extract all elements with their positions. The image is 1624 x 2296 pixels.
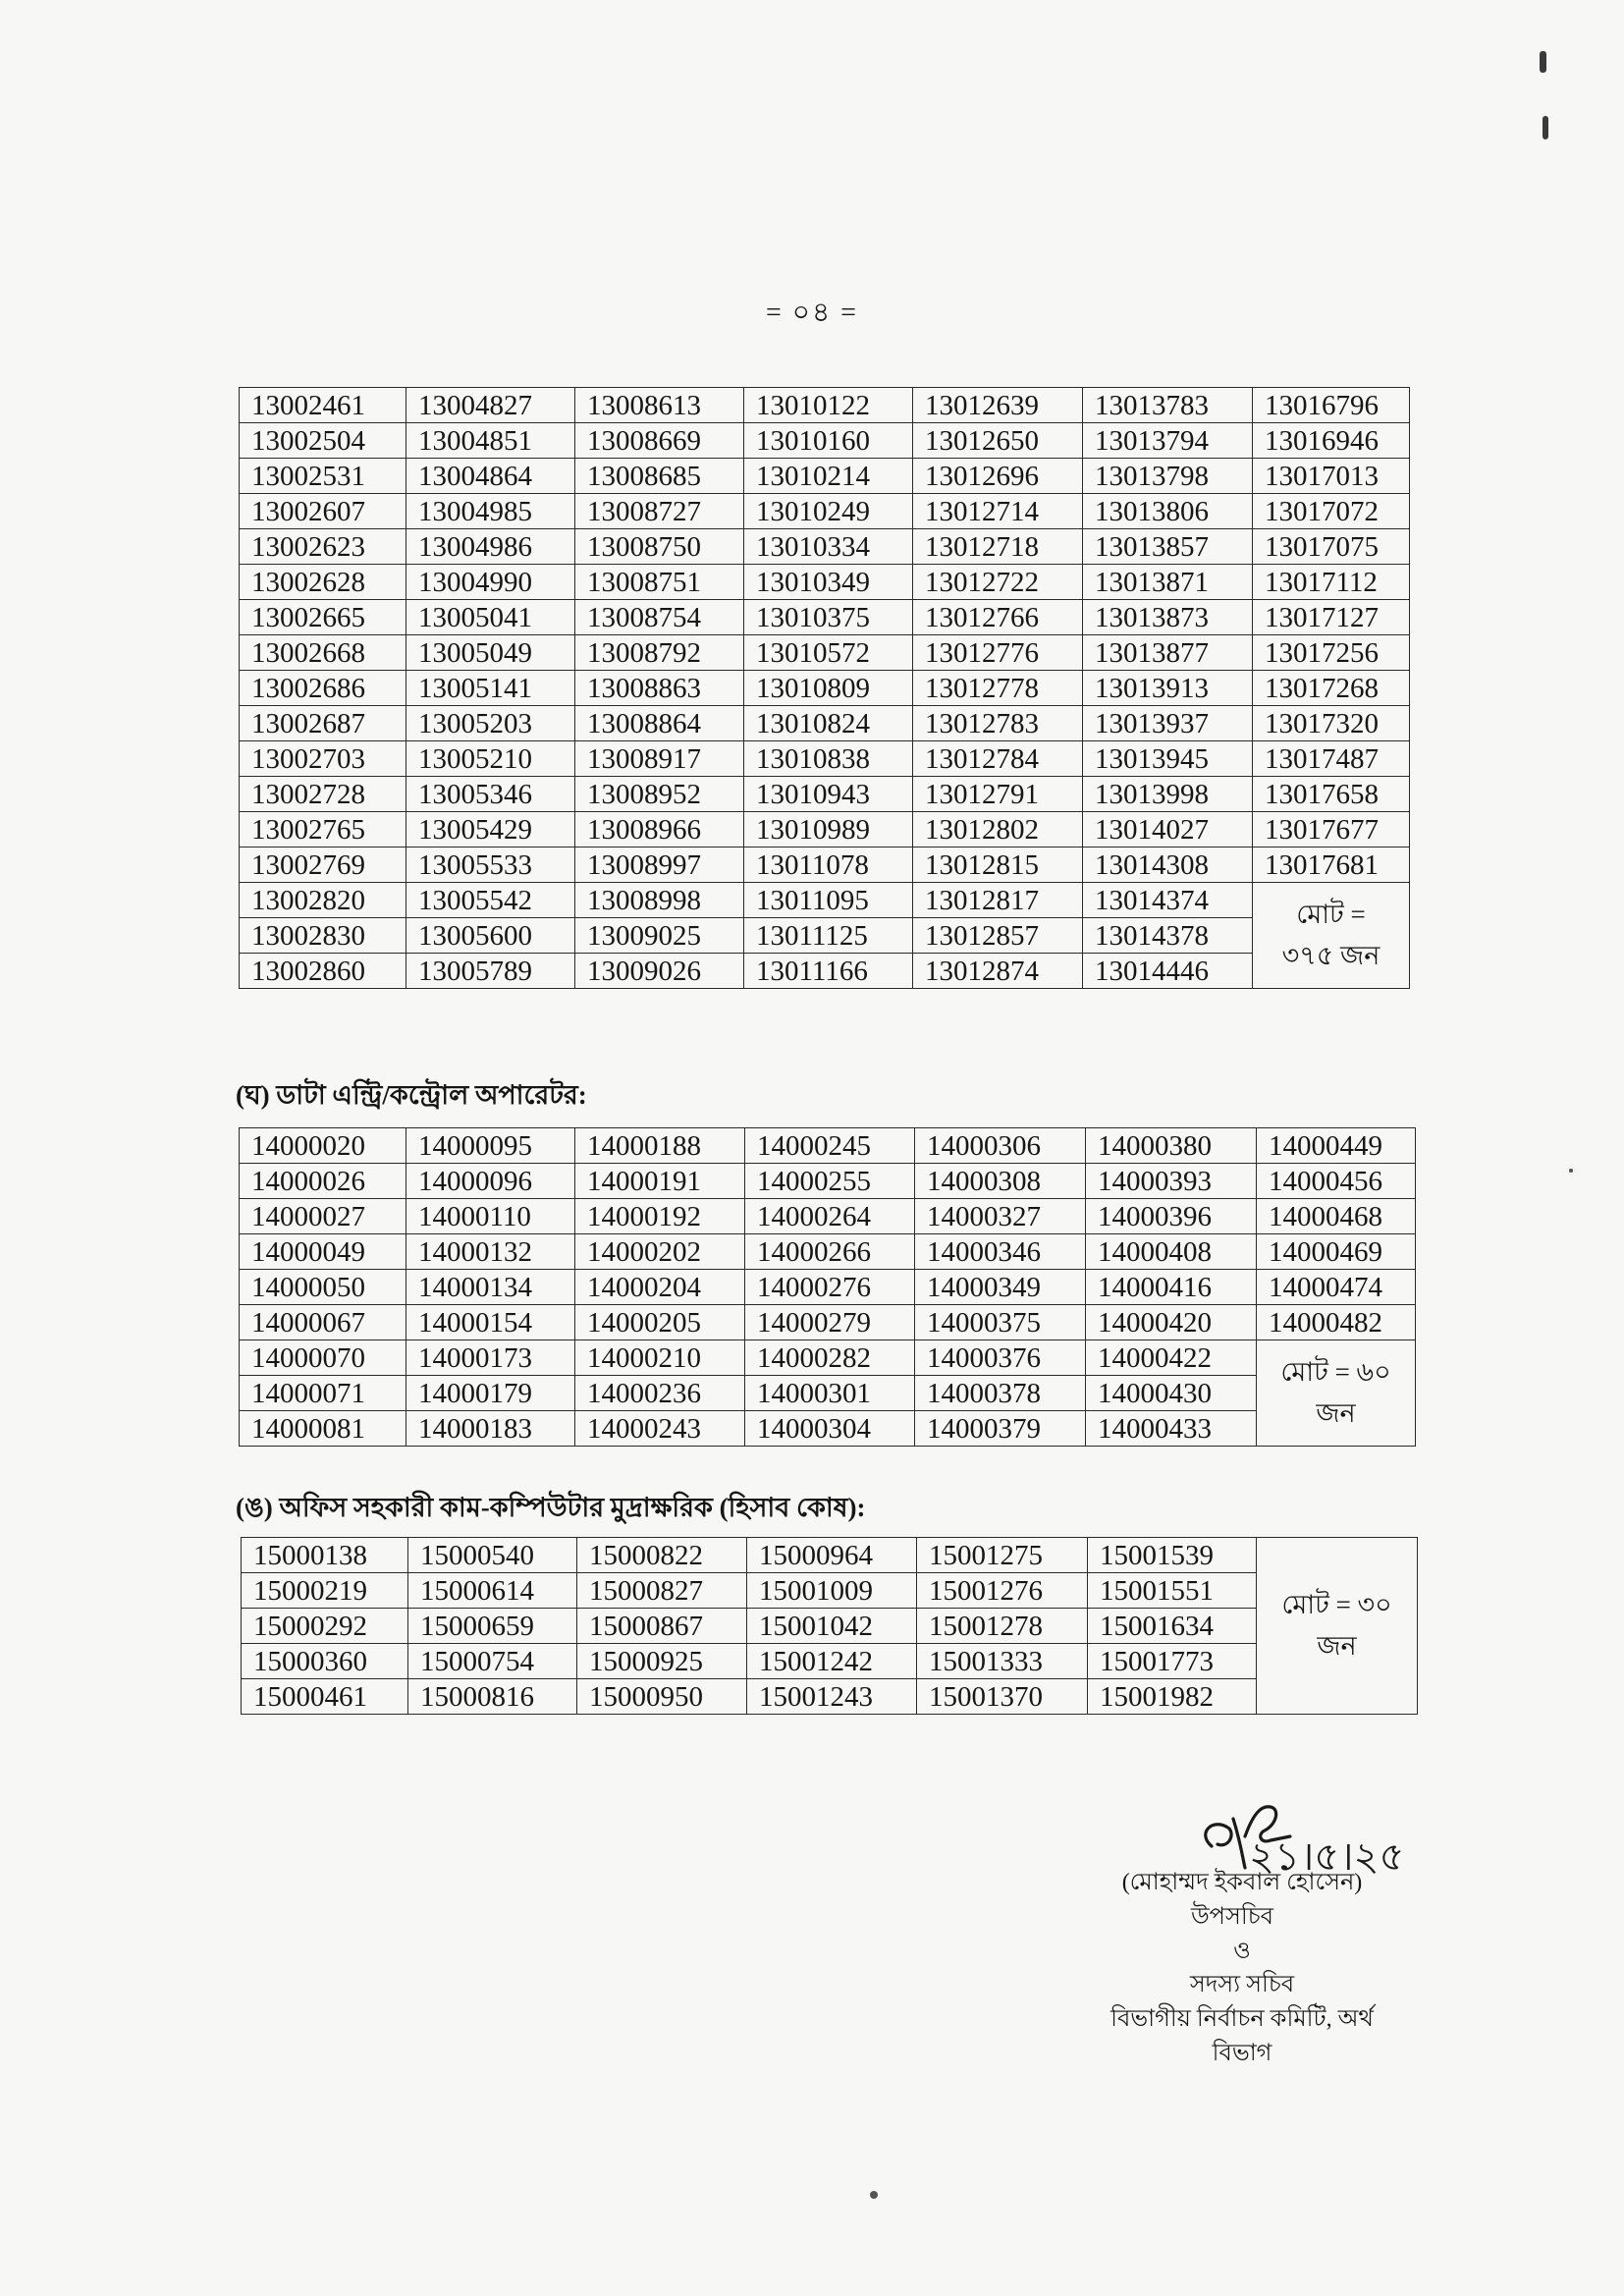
roll-number-cell: 14000236 (575, 1376, 745, 1411)
roll-number-cell: 13010214 (744, 459, 913, 494)
roll-number-cell: 13002687 (240, 706, 406, 741)
roll-number-cell: 13017075 (1253, 529, 1410, 565)
table-row (240, 388, 1410, 423)
page-number: = ০৪ = (766, 298, 858, 328)
roll-number-cell: 13004827 (406, 388, 575, 423)
roll-number-cell: 14000202 (575, 1234, 745, 1270)
table-row (242, 1609, 1418, 1644)
roll-number-cell: 13002623 (240, 529, 406, 565)
roll-number-cell: 13010349 (744, 565, 913, 600)
roll-number-cell: 15000614 (408, 1573, 577, 1609)
roll-number-cell: 13013794 (1083, 423, 1253, 459)
table-row (240, 883, 1410, 918)
roll-number-cell: 15000822 (577, 1538, 747, 1573)
roll-number-cell: 13013913 (1083, 671, 1253, 706)
roll-number-cell: 13008750 (575, 529, 744, 565)
roll-number-cell: 13008863 (575, 671, 744, 706)
table-row (240, 1376, 1416, 1411)
table-row (240, 812, 1410, 847)
roll-number-cell: 13012718 (913, 529, 1083, 565)
roll-number-cell: 14000304 (745, 1411, 915, 1447)
roll-number-cell: 13002607 (240, 494, 406, 529)
roll-number-cell: 14000204 (575, 1270, 745, 1305)
roll-number-cell: 13002665 (240, 600, 406, 635)
roll-number-cell: 13008952 (575, 777, 744, 812)
table-row (240, 459, 1410, 494)
roll-number-cell: 15000292 (242, 1609, 408, 1644)
roll-number-cell: 13002820 (240, 883, 406, 918)
roll-number-cell: 13005600 (406, 918, 575, 954)
roll-number-cell: 13012857 (913, 918, 1083, 954)
roll-number-cell: 14000456 (1257, 1164, 1416, 1199)
roll-number-cell: 13008998 (575, 883, 744, 918)
roll-number-cell: 13005049 (406, 635, 575, 671)
roll-number-cell: 13013937 (1083, 706, 1253, 741)
roll-number-cell: 13002461 (240, 388, 406, 423)
roll-number-cell: 13017013 (1253, 459, 1410, 494)
roll-number-cell: 14000327 (915, 1199, 1086, 1234)
table-row (240, 529, 1410, 565)
roll-number-cell: 14000349 (915, 1270, 1086, 1305)
roll-number-cell: 14000393 (1086, 1164, 1257, 1199)
roll-number-cell: 13014378 (1083, 918, 1253, 954)
roll-number-cell: 14000183 (406, 1411, 575, 1447)
roll-number-cell: 13008685 (575, 459, 744, 494)
roll-number-cell: 15000461 (242, 1679, 408, 1715)
roll-number-cell: 15001276 (917, 1573, 1088, 1609)
roll-number-cell: 13002628 (240, 565, 406, 600)
scan-speck (1569, 1169, 1573, 1173)
roll-number-cell: 13010249 (744, 494, 913, 529)
roll-number-cell: 13017256 (1253, 635, 1410, 671)
roll-number-cell: 14000308 (915, 1164, 1086, 1199)
roll-number-cell: 13012714 (913, 494, 1083, 529)
roll-number-cell: 14000026 (240, 1164, 406, 1199)
roll-number-cell: 13010838 (744, 741, 913, 777)
roll-number-cell: 13011166 (744, 954, 913, 989)
roll-number-cell: 13017487 (1253, 741, 1410, 777)
roll-number-cell: 13002765 (240, 812, 406, 847)
scan-speck (870, 2191, 878, 2199)
roll-number-cell: 15000219 (242, 1573, 408, 1609)
roll-number-cell: 13012776 (913, 635, 1083, 671)
roll-number-cell: 13013873 (1083, 600, 1253, 635)
roll-number-cell: 13005203 (406, 706, 575, 741)
roll-number-cell: 13005210 (406, 741, 575, 777)
table-row (240, 954, 1410, 989)
roll-number-cell: 14000154 (406, 1305, 575, 1340)
roll-number-cell: 15001333 (917, 1644, 1088, 1679)
table-row (240, 600, 1410, 635)
roll-number-cell: 13008864 (575, 706, 744, 741)
signatory-name: (মোহাম্মদ ইকবাল হোসেন) (1121, 1870, 1363, 1895)
roll-number-cell: 13002703 (240, 741, 406, 777)
roll-number-cell: 13002769 (240, 847, 406, 883)
roll-number-cell: 13010122 (744, 388, 913, 423)
roll-number-cell: 15001243 (747, 1679, 917, 1715)
scan-speck (1540, 51, 1546, 73)
roll-number-cell: 14000408 (1086, 1234, 1257, 1270)
table-row (240, 494, 1410, 529)
roll-number-cell: 13011095 (744, 883, 913, 918)
total-label: মোট = ৩০ (1281, 1589, 1392, 1619)
roll-number-cell: 14000420 (1086, 1305, 1257, 1340)
roll-number-cell: 13002728 (240, 777, 406, 812)
total-count: জন (1317, 1630, 1357, 1661)
roll-number-cell: 14000282 (745, 1340, 915, 1376)
roll-number-cell: 15001773 (1088, 1644, 1257, 1679)
roll-number-cell: 14000132 (406, 1234, 575, 1270)
roll-number-cell: 13004986 (406, 529, 575, 565)
roll-number-cell: 13010989 (744, 812, 913, 847)
roll-number-cell: 13002686 (240, 671, 406, 706)
table-row (240, 847, 1410, 883)
roll-number-cell: 15000867 (577, 1609, 747, 1644)
roll-number-cell: 13005542 (406, 883, 575, 918)
roll-number-cell: 13005533 (406, 847, 575, 883)
roll-number-cell: 13011078 (744, 847, 913, 883)
roll-number-cell: 13017658 (1253, 777, 1410, 812)
total-count-cell (1257, 1340, 1416, 1447)
table-row (240, 423, 1410, 459)
roll-number-cell: 14000430 (1086, 1376, 1257, 1411)
roll-number-cell: 14000255 (745, 1164, 915, 1199)
table-row (240, 741, 1410, 777)
roll-number-cell: 13017127 (1253, 600, 1410, 635)
roll-number-cell: 13012722 (913, 565, 1083, 600)
table-row (242, 1679, 1418, 1715)
roll-number-cell: 13009026 (575, 954, 744, 989)
roll-table-data-entry (239, 1127, 1416, 1447)
roll-number-cell: 15001539 (1088, 1538, 1257, 1573)
roll-number-cell: 15001042 (747, 1609, 917, 1644)
roll-number-cell: 15001009 (747, 1573, 917, 1609)
roll-number-cell: 13012815 (913, 847, 1083, 883)
roll-number-cell: 14000422 (1086, 1340, 1257, 1376)
roll-number-cell: 15000754 (408, 1644, 577, 1679)
table-row (240, 1199, 1416, 1234)
roll-number-cell: 13010334 (744, 529, 913, 565)
table-row (240, 1411, 1416, 1447)
table-row (242, 1573, 1418, 1609)
roll-number-cell: 14000070 (240, 1340, 406, 1376)
roll-number-cell: 13013806 (1083, 494, 1253, 529)
roll-number-cell: 14000376 (915, 1340, 1086, 1376)
roll-number-cell: 14000276 (745, 1270, 915, 1305)
roll-number-cell: 13011125 (744, 918, 913, 954)
section-heading-data-entry: (ঘ) ডাটা এন্ট্রি/কন্ট্রোল অপারেটর: (236, 1080, 587, 1110)
roll-number-cell: 13012778 (913, 671, 1083, 706)
roll-number-cell: 13008669 (575, 423, 744, 459)
roll-number-cell: 13005789 (406, 954, 575, 989)
total-count: জন (1316, 1397, 1356, 1428)
roll-number-cell: 15001551 (1088, 1573, 1257, 1609)
roll-number-cell: 13012696 (913, 459, 1083, 494)
roll-number-cell: 14000433 (1086, 1411, 1257, 1447)
roll-number-cell: 15000816 (408, 1679, 577, 1715)
roll-number-cell: 13016796 (1253, 388, 1410, 423)
roll-number-cell: 13012817 (913, 883, 1083, 918)
table-row (242, 1644, 1418, 1679)
roll-number-cell: 13013857 (1083, 529, 1253, 565)
table-row (240, 1270, 1416, 1305)
roll-number-cell: 14000378 (915, 1376, 1086, 1411)
roll-number-cell: 14000191 (575, 1164, 745, 1199)
roll-number-cell: 13002860 (240, 954, 406, 989)
total-label: মোট = ৬০ (1280, 1356, 1391, 1387)
table-row (240, 565, 1410, 600)
roll-number-cell: 13002531 (240, 459, 406, 494)
roll-number-cell: 14000469 (1257, 1234, 1416, 1270)
roll-number-cell: 13012650 (913, 423, 1083, 459)
roll-number-cell: 13012766 (913, 600, 1083, 635)
roll-number-cell: 13004864 (406, 459, 575, 494)
roll-number-cell: 14000379 (915, 1411, 1086, 1447)
roll-number-cell: 14000134 (406, 1270, 575, 1305)
roll-number-cell: 15001278 (917, 1609, 1088, 1644)
roll-number-cell: 13005429 (406, 812, 575, 847)
roll-number-cell: 13010160 (744, 423, 913, 459)
roll-number-cell: 13010943 (744, 777, 913, 812)
roll-number-cell: 13012639 (913, 388, 1083, 423)
roll-number-cell: 13017320 (1253, 706, 1410, 741)
roll-table-office-assistant (241, 1537, 1418, 1715)
roll-number-cell: 15000138 (242, 1538, 408, 1573)
roll-number-cell: 14000474 (1257, 1270, 1416, 1305)
roll-number-cell: 13013871 (1083, 565, 1253, 600)
roll-number-cell: 14000245 (745, 1128, 915, 1164)
roll-number-cell: 14000188 (575, 1128, 745, 1164)
table-row (240, 1164, 1416, 1199)
roll-number-cell: 14000096 (406, 1164, 575, 1199)
roll-number-cell: 14000264 (745, 1199, 915, 1234)
roll-number-cell: 13010809 (744, 671, 913, 706)
roll-number-cell: 13012874 (913, 954, 1083, 989)
roll-number-cell: 15000827 (577, 1573, 747, 1609)
scan-speck (1543, 116, 1548, 139)
roll-number-cell: 13017268 (1253, 671, 1410, 706)
roll-number-cell: 14000279 (745, 1305, 915, 1340)
roll-number-cell: 15001370 (917, 1679, 1088, 1715)
table-row (240, 1305, 1416, 1340)
roll-number-cell: 13012802 (913, 812, 1083, 847)
roll-number-cell: 14000243 (575, 1411, 745, 1447)
signature-date: ২১।৫।২৫ (1249, 1834, 1405, 1880)
roll-number-cell: 13008613 (575, 388, 744, 423)
roll-number-cell: 14000179 (406, 1376, 575, 1411)
roll-number-cell: 13008966 (575, 812, 744, 847)
roll-number-cell: 15000540 (408, 1538, 577, 1573)
roll-number-cell: 15000950 (577, 1679, 747, 1715)
roll-number-cell: 14000416 (1086, 1270, 1257, 1305)
roll-number-cell: 13004985 (406, 494, 575, 529)
roll-number-cell: 13014446 (1083, 954, 1253, 989)
signatory-committee: বিভাগীয় নির্বাচন কমিটি, অর্থ (1110, 2006, 1374, 2033)
roll-number-cell: 14000110 (406, 1199, 575, 1234)
total-count-cell (1253, 883, 1410, 989)
roll-number-cell: 14000266 (745, 1234, 915, 1270)
table-row (240, 918, 1410, 954)
roll-number-cell: 13004851 (406, 423, 575, 459)
roll-number-cell: 13008997 (575, 847, 744, 883)
total-label: মোট = (1296, 899, 1366, 929)
roll-number-cell: 13008751 (575, 565, 744, 600)
table-row (240, 635, 1410, 671)
roll-number-cell: 13017681 (1253, 847, 1410, 883)
roll-number-cell: 14000049 (240, 1234, 406, 1270)
roll-number-cell: 13005346 (406, 777, 575, 812)
roll-number-cell: 13012784 (913, 741, 1083, 777)
table-row (240, 1234, 1416, 1270)
roll-number-cell: 13012783 (913, 706, 1083, 741)
roll-number-cell: 15000659 (408, 1609, 577, 1644)
table-row (240, 1128, 1416, 1164)
roll-number-cell: 14000050 (240, 1270, 406, 1305)
signatory-conjunction: ও (1233, 1938, 1251, 1964)
roll-number-cell: 13005041 (406, 600, 575, 635)
roll-number-cell: 14000020 (240, 1128, 406, 1164)
roll-number-cell: 14000095 (406, 1128, 575, 1164)
signatory-designation: উপসচিব (1190, 1903, 1274, 1930)
table-row (242, 1538, 1418, 1573)
roll-number-cell: 13017677 (1253, 812, 1410, 847)
roll-number-cell: 13008754 (575, 600, 744, 635)
roll-number-cell: 13014374 (1083, 883, 1253, 918)
roll-number-cell: 13017112 (1253, 565, 1410, 600)
roll-number-cell: 13016946 (1253, 423, 1410, 459)
roll-number-cell: 15000925 (577, 1644, 747, 1679)
roll-number-cell: 14000449 (1257, 1128, 1416, 1164)
roll-number-cell: 14000205 (575, 1305, 745, 1340)
section-heading-office-assistant: (ঙ) অফিস সহকারী কাম-কম্পিউটার মুদ্রাক্ষরিক (হিসাব কোষ): (236, 1493, 866, 1522)
table-row (240, 706, 1410, 741)
roll-number-cell: 13014308 (1083, 847, 1253, 883)
roll-number-cell: 13010824 (744, 706, 913, 741)
roll-number-cell: 13008792 (575, 635, 744, 671)
roll-number-cell: 14000071 (240, 1376, 406, 1411)
signatory-role: সদস্য সচিব (1189, 1972, 1295, 1998)
roll-number-cell: 14000067 (240, 1305, 406, 1340)
roll-number-cell: 14000482 (1257, 1305, 1416, 1340)
roll-number-cell: 13004990 (406, 565, 575, 600)
roll-number-cell: 14000375 (915, 1305, 1086, 1340)
roll-number-cell: 13009025 (575, 918, 744, 954)
roll-number-cell: 14000380 (1086, 1128, 1257, 1164)
roll-number-cell: 13012791 (913, 777, 1083, 812)
roll-number-cell: 13002668 (240, 635, 406, 671)
roll-number-cell: 14000081 (240, 1411, 406, 1447)
roll-number-cell: 13013783 (1083, 388, 1253, 423)
roll-number-cell: 13010572 (744, 635, 913, 671)
roll-number-cell: 14000346 (915, 1234, 1086, 1270)
roll-number-cell: 14000173 (406, 1340, 575, 1376)
signatory-division: বিভাগ (1212, 2040, 1272, 2066)
roll-number-cell: 14000027 (240, 1199, 406, 1234)
signature-block (1080, 1866, 1404, 2071)
roll-number-cell: 13010375 (744, 600, 913, 635)
roll-number-cell: 13008917 (575, 741, 744, 777)
table-row (240, 1340, 1416, 1376)
roll-number-cell: 14000192 (575, 1199, 745, 1234)
roll-number-cell: 13013877 (1083, 635, 1253, 671)
roll-number-cell: 13002504 (240, 423, 406, 459)
roll-number-cell: 14000468 (1257, 1199, 1416, 1234)
roll-number-cell: 13014027 (1083, 812, 1253, 847)
roll-number-cell: 15001982 (1088, 1679, 1257, 1715)
roll-number-cell: 13008727 (575, 494, 744, 529)
roll-number-cell: 15000964 (747, 1538, 917, 1573)
total-count-cell (1257, 1538, 1418, 1715)
total-count: ৩৭৫ জন (1281, 940, 1380, 970)
table-row (240, 777, 1410, 812)
roll-number-cell: 13005141 (406, 671, 575, 706)
roll-number-cell: 14000301 (745, 1376, 915, 1411)
roll-number-cell: 15001634 (1088, 1609, 1257, 1644)
roll-number-cell: 13013998 (1083, 777, 1253, 812)
roll-number-cell: 14000306 (915, 1128, 1086, 1164)
table-row (240, 671, 1410, 706)
roll-number-cell: 13017072 (1253, 494, 1410, 529)
roll-number-cell: 14000396 (1086, 1199, 1257, 1234)
roll-number-cell: 13013945 (1083, 741, 1253, 777)
roll-number-cell: 13013798 (1083, 459, 1253, 494)
roll-number-cell: 15001242 (747, 1644, 917, 1679)
roll-number-cell: 14000210 (575, 1340, 745, 1376)
roll-number-cell: 13002830 (240, 918, 406, 954)
roll-number-cell: 15000360 (242, 1644, 408, 1679)
roll-table-main (239, 387, 1410, 989)
roll-number-cell: 15001275 (917, 1538, 1088, 1573)
